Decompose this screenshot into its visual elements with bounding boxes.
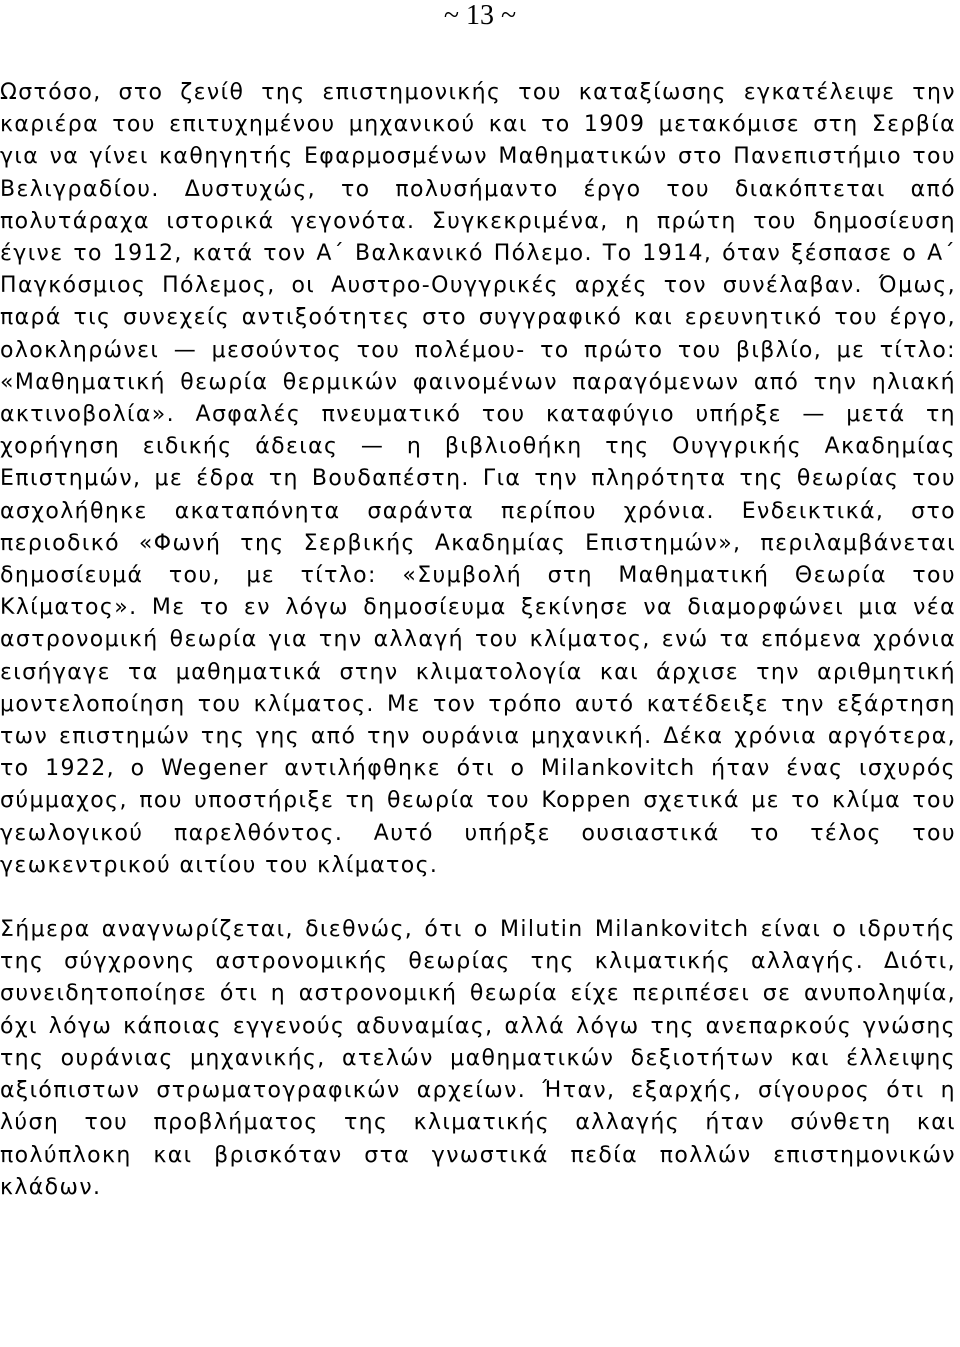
paragraph-milankovitch-legacy: Σήμερα αναγνωρίζεται, διεθνώς, ότι ο Milutin Milankovitch είναι ο ιδρυτής της σύγχρονης αστρονομικής θεωρίας της κλιματικής αλλαγής. Διότι, συνειδητοποίησε ότι η αστρονομική θεωρία είχε περιπέσει σε ανυποληψία, όχι λόγω κάποιας εγγενούς αδυναμίας, αλλά λόγω της ανεπαρκούς γνώσης της ουράνιας μηχανικής, ατελών μαθηματικών δεξιοτήτων και έλλειψης αξιόπιστων στρωματογραφικών αρχείων. Ήταν, εξαρχής, σίγουρος ότι η λύση του προβλήματος της κλιματικής αλλαγής ήταν σύνθετη και πολύπλοκη και βρισκόταν στα γνωστικά πεδία πολλών επιστημονικών κλάδων.	[0, 917, 956, 1200]
page-number: ~ 13 ~	[443, 0, 517, 31]
paragraph-milankovitch-career: Ωστόσο, στο ζενίθ της επιστημονικής του καταξίωσης εγκατέλειψε την καριέρα του επιτυχημένου μηχανικού και το 1909 μετακόμισε στη Σερβία για να γίνει καθηγητής Εφαρμοσμένων Μαθηματικών στο Πανεπιστήμιο του Βελιγραδίου. Δυστυχώς, το πολυσήμαντο έργο του διακόπτεται από πολυτάραχα ιστορικά γεγονότα. Συγκεκριμένα, η πρώτη του δημοσίευση έγινε το 1912, κατά τον Α΄ Βαλκανικό Πόλεμο. Το 1914, όταν ξέσπασε ο Α΄ Παγκόσμιος Πόλεμος, οι Αυστρο-Ουγγρικές αρχές τον συνέλαβαν. Όμως, παρά τις συνεχείς αντιξοότητες στο συγγραφικό και ερευνητικό του έργο, ολοκληρώνει — μεσούντος του πολέμου- το πρώτο του βιβλίο, με τίτλο: «Μαθηματική θεωρία θερμικών φαινομένων παραγόμενων από την ηλιακή ακτινοβολία». Ασφαλές πνευματικό του καταφύγιο υπήρξε — μετά τη χορήγηση ειδικής άδειας — η βιβλιοθήκη της Ουγγρικής Ακαδημίας Επιστημών, με έδρα τη Βουδαπέστη. Για την πληρότητα της θεωρίας του ασχολήθηκε ακαταπόνητα σαράντα περίπου χρόνια. Ενδεικτικά, στο περιοδικό «Φωνή της Σερβικής Ακαδημίας Επιστημών», περιλαμβάνεται δημοσίευμά του, με τίτλο: «Συμβολή στη Μαθηματική Θεωρία του Κλίματος». Με το εν λόγω δημοσίευμα ξεκίνησε να διαμορφώνει μια νέα αστρονομική θεωρία για την αλλαγή του κλίματος, ενώ τα επόμενα χρόνια εισήγαγε τα μαθηματικά στην κλιματολογία και άρχισε την αριθμητική μοντελοποίηση του κλίματος. Με τον τρόπο αυτό κατέδειξε την εξάρτηση των επιστημών της γης από την ουράνια μηχανική. Δέκα χρόνια αργότερα, το 1922, ο Wegener αντιλήφθηκε ότι ο Milankovitch ήταν ένας ισχυρός σύμμαχος, που υποστήριξε τη θεωρία του Koppen σχετικά με το κλίμα του γεωλογικού παρελθόντος. Αυτό υπήρξε ουσιαστικά το τέλος του γεωκεντρικού αιτίου του κλίματος.	[0, 80, 956, 878]
body-text	[0, 77, 956, 1204]
